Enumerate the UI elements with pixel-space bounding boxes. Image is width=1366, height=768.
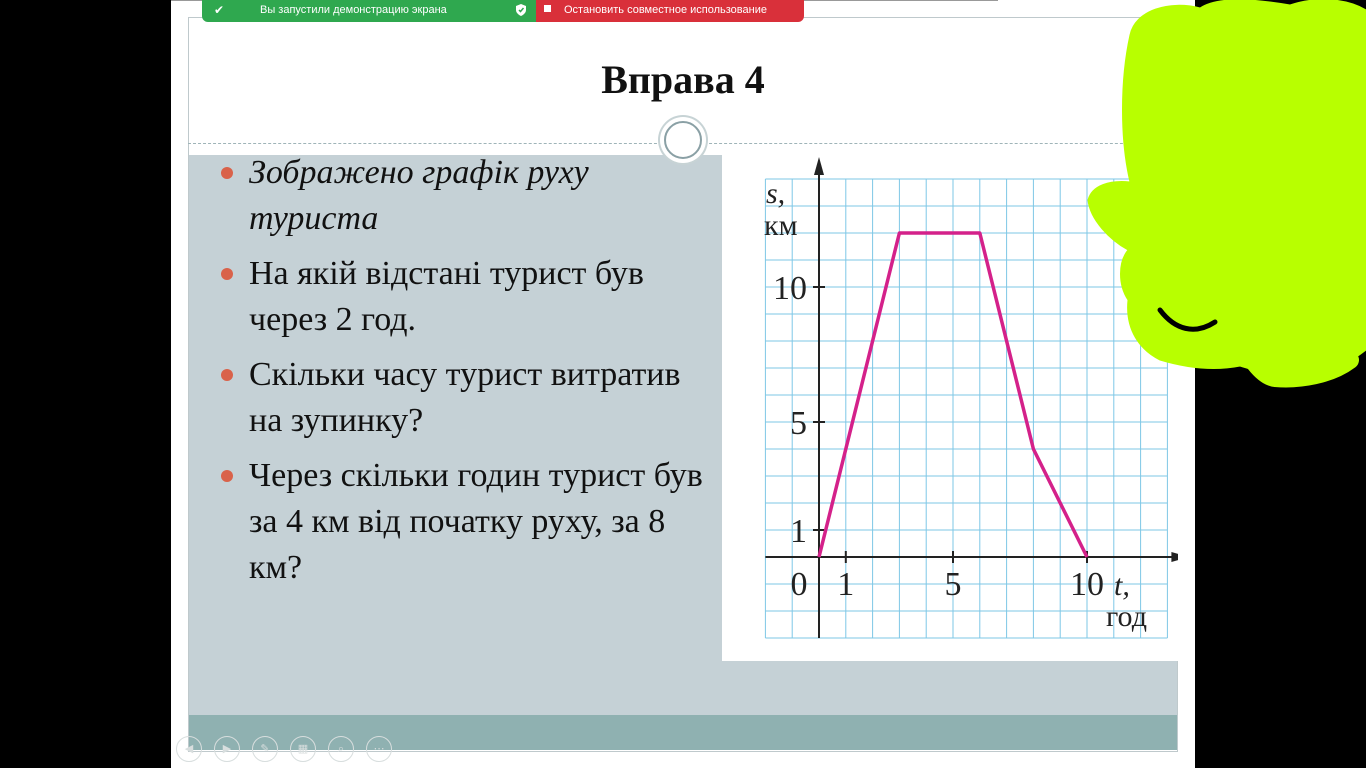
x-axis-label: t, bbox=[1114, 569, 1130, 602]
y-axis-label: s, bbox=[766, 177, 786, 210]
previous-icon[interactable]: ◀ bbox=[176, 736, 202, 762]
zoom-icon[interactable]: ⌕ bbox=[328, 736, 354, 762]
y-tick-label: 1 bbox=[790, 513, 807, 550]
x-tick-label: 10 bbox=[1070, 566, 1104, 603]
next-icon[interactable]: ▶ bbox=[214, 736, 240, 762]
screen-share-bar bbox=[202, 0, 804, 22]
stop-icon bbox=[544, 5, 551, 12]
share-status-text: Вы запустили демонстрацию экрана bbox=[260, 4, 447, 16]
share-status bbox=[202, 0, 536, 22]
bullet-text: Через скільки годин турист був за 4 км від початку руху, за 8 км? bbox=[249, 457, 703, 586]
stop-sharing-label: Остановить совместное использование bbox=[564, 4, 767, 16]
shield-icon bbox=[516, 4, 526, 16]
stop-sharing-button[interactable] bbox=[536, 0, 804, 22]
x-tick-label: 5 bbox=[944, 566, 962, 603]
bullet-text: На якій відстані турист був через 2 год. bbox=[249, 255, 644, 338]
y-tick-label: 10 bbox=[773, 270, 807, 307]
bullet-text: Зображено графік руху туриста bbox=[249, 154, 589, 237]
more-icon[interactable]: ⋯ bbox=[366, 736, 392, 762]
slides-icon[interactable]: ▦ bbox=[290, 736, 316, 762]
slide-title: Вправа 4 bbox=[601, 57, 765, 102]
origin-label: 0 bbox=[790, 566, 808, 603]
x-tick-label: 1 bbox=[837, 566, 855, 603]
x-axis-unit: год bbox=[1106, 600, 1147, 633]
chevron-icon[interactable]: ✔ bbox=[214, 3, 225, 17]
y-axis-unit: км bbox=[764, 209, 798, 242]
pen-icon[interactable]: ✎ bbox=[252, 736, 278, 762]
y-tick-label: 5 bbox=[790, 405, 807, 442]
bullet-text: Скільки часу турист витратив на зупинку? bbox=[249, 356, 681, 439]
